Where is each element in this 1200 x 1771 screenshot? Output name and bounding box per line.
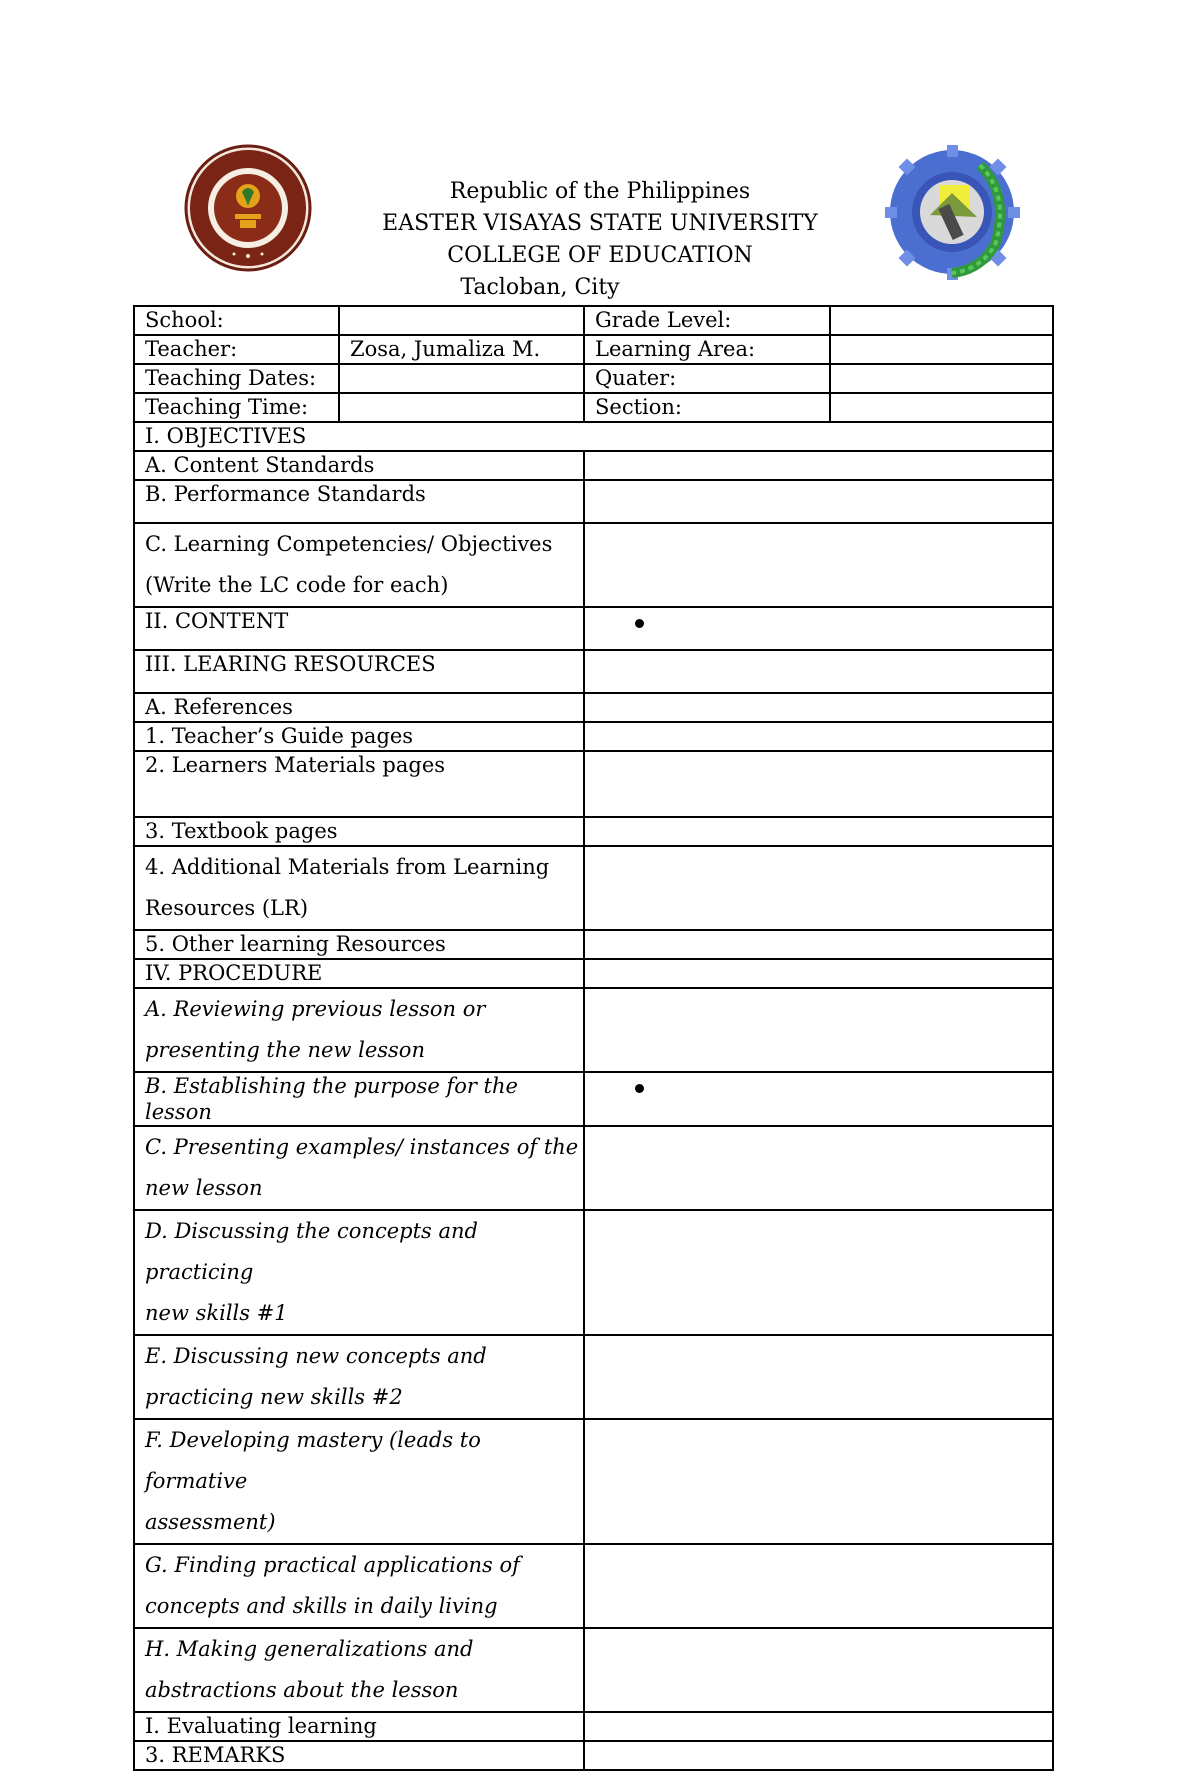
college-of-education-seal-icon <box>885 145 1020 280</box>
learning-area-label: Learning Area: <box>584 335 830 364</box>
textbook-pages-label: 3. Textbook pages <box>134 817 584 846</box>
content-standards-cell <box>584 451 1053 480</box>
table-row <box>134 817 1053 846</box>
performance-standards-label: B. Performance Standards <box>134 480 584 523</box>
other-resources-cell <box>584 930 1053 959</box>
section-value <box>830 393 1053 422</box>
procedure-h-cell <box>584 1628 1053 1712</box>
additional-materials-cell <box>584 846 1053 930</box>
teaching-dates-label: Teaching Dates: <box>134 364 339 393</box>
city-line: Tacloban, City <box>460 275 620 300</box>
school-value <box>339 306 584 335</box>
evsu-seal-icon <box>180 144 316 272</box>
references-cell <box>584 693 1053 722</box>
procedure-f-cell <box>584 1419 1053 1544</box>
table-row <box>134 393 1053 422</box>
table-row <box>134 335 1053 364</box>
table-row <box>134 1741 1053 1770</box>
table-row <box>134 1210 1053 1335</box>
table-row <box>134 930 1053 959</box>
grade-level-label: Grade Level: <box>584 306 830 335</box>
table-row <box>134 306 1053 335</box>
remarks-label: 3. REMARKS <box>134 1741 584 1770</box>
procedure-g-label: G. Finding practical applications of concepts and skills in daily living <box>134 1544 584 1628</box>
additional-materials-label: 4. Additional Materials from Learning Resources (LR) <box>134 846 584 930</box>
textbook-pages-cell <box>584 817 1053 846</box>
bullet-icon <box>635 619 644 628</box>
header-text <box>330 176 870 304</box>
remarks-cell <box>584 1741 1053 1770</box>
table-row <box>134 1419 1053 1544</box>
other-resources-label: 5. Other learning Resources <box>134 930 584 959</box>
evaluating-learning-cell <box>584 1712 1053 1741</box>
teachers-guide-label: 1. Teacher’s Guide pages <box>134 722 584 751</box>
teaching-dates-value <box>339 364 584 393</box>
procedure-a-cell <box>584 988 1053 1072</box>
procedure-c-label: C. Presenting examples/ instances of the new lesson <box>134 1126 584 1210</box>
procedure-b-cell <box>584 1072 1053 1126</box>
performance-standards-cell <box>584 480 1053 523</box>
evaluating-learning-label: I. Evaluating learning <box>134 1712 584 1741</box>
college-name: COLLEGE OF EDUCATION <box>447 243 753 268</box>
table-row <box>134 846 1053 930</box>
procedure-e-cell <box>584 1335 1053 1419</box>
procedure-heading: IV. PROCEDURE <box>134 959 584 988</box>
school-label: School: <box>134 306 339 335</box>
content-standards-label: A. Content Standards <box>134 451 584 480</box>
procedure-d-label: D. Discussing the concepts and practicing new skills #1 <box>134 1210 584 1335</box>
republic-line: Republic of the Philippines <box>449 179 751 204</box>
table-row <box>134 751 1053 817</box>
procedure-c-cell <box>584 1126 1053 1210</box>
learning-competencies-cell <box>584 523 1053 607</box>
references-label: A. References <box>134 693 584 722</box>
teacher-value: Zosa, Jumaliza M. <box>339 335 584 364</box>
learners-materials-label: 2. Learners Materials pages <box>134 751 584 817</box>
teaching-time-label: Teaching Time: <box>134 393 339 422</box>
procedure-b-label: B. Establishing the purpose for the lesson <box>134 1072 584 1126</box>
table-row <box>134 1335 1053 1419</box>
table-row <box>134 722 1053 751</box>
table-row <box>134 480 1053 523</box>
procedure-f-label: F. Developing mastery (leads to formative assessment) <box>134 1419 584 1544</box>
bullet-icon <box>635 1084 644 1093</box>
teachers-guide-cell <box>584 722 1053 751</box>
learning-resources-heading: III. LEARING RESOURCES <box>134 650 584 693</box>
table-row <box>134 1072 1053 1126</box>
table-row <box>134 1544 1053 1628</box>
procedure-g-cell <box>584 1544 1053 1628</box>
learning-area-value <box>830 335 1053 364</box>
objectives-heading: I. OBJECTIVES <box>134 422 1053 451</box>
procedure-h-label: H. Making generalizations and abstractions about the lesson <box>134 1628 584 1712</box>
table-row <box>134 422 1053 451</box>
learning-resources-cell <box>584 650 1053 693</box>
grade-level-value <box>830 306 1053 335</box>
procedure-d-cell <box>584 1210 1053 1335</box>
table-row <box>134 364 1053 393</box>
table-row <box>134 451 1053 480</box>
quarter-value <box>830 364 1053 393</box>
procedure-cell <box>584 959 1053 988</box>
document-header <box>0 0 1200 310</box>
table-row <box>134 693 1053 722</box>
table-row <box>134 1126 1053 1210</box>
university-name: EASTER VISAYAS STATE UNIVERSITY <box>382 211 818 236</box>
table-row <box>134 959 1053 988</box>
procedure-a-label: A. Reviewing previous lesson or presenting the new lesson <box>134 988 584 1072</box>
quarter-label: Quater: <box>584 364 830 393</box>
table-row <box>134 607 1053 650</box>
learners-materials-cell <box>584 751 1053 817</box>
content-heading: II. CONTENT <box>134 607 584 650</box>
teacher-label: Teacher: <box>134 335 339 364</box>
table-row <box>134 523 1053 607</box>
table-row <box>134 988 1053 1072</box>
table-row <box>134 1628 1053 1712</box>
procedure-e-label: E. Discussing new concepts and practicing new skills #2 <box>134 1335 584 1419</box>
content-cell <box>584 607 1053 650</box>
daily-lesson-log-table <box>133 305 1054 1771</box>
table-row <box>134 650 1053 693</box>
section-label: Section: <box>584 393 830 422</box>
learning-competencies-label: C. Learning Competencies/ Objectives (Write the LC code for each) <box>134 523 584 607</box>
teaching-time-value <box>339 393 584 422</box>
table-row <box>134 1712 1053 1741</box>
